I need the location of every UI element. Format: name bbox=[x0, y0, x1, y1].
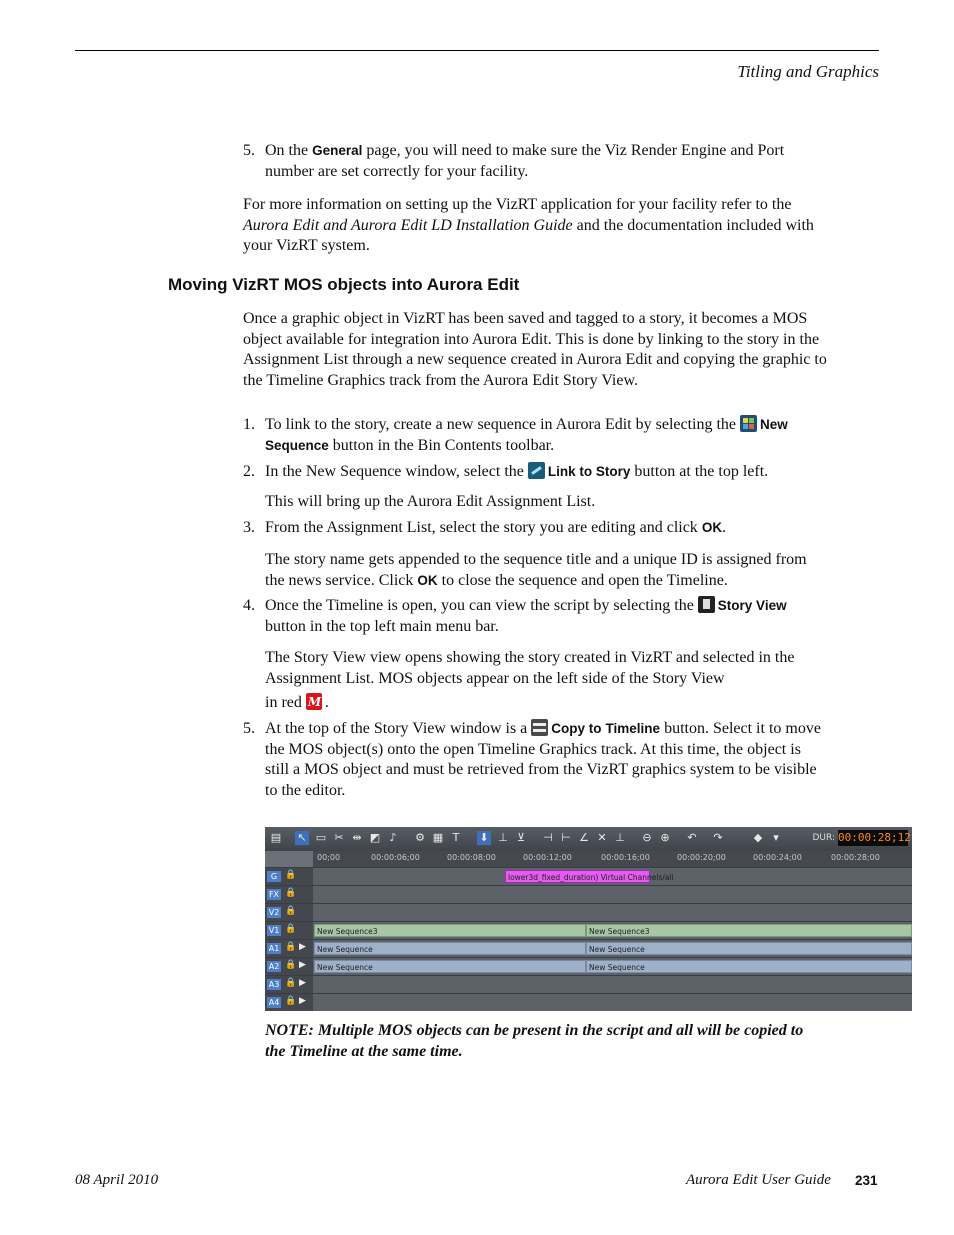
track-row-a4[interactable] bbox=[265, 993, 912, 1011]
footer-guide-title: Aurora Edit User Guide bbox=[686, 1172, 831, 1188]
step-2: 2. In the New Sequence window, select the Link to Story button at the top left. bbox=[243, 463, 769, 480]
lock-icon[interactable]: 🔒 bbox=[285, 996, 297, 1006]
zoom-out-icon[interactable]: ⊖ bbox=[642, 831, 652, 844]
copy-to-timeline-icon bbox=[531, 719, 548, 736]
track-row-g[interactable] bbox=[265, 867, 912, 885]
video-clip[interactable]: New Sequence3 bbox=[586, 924, 912, 937]
title-icon[interactable]: T bbox=[452, 831, 460, 844]
track-label: A4 bbox=[268, 998, 280, 1007]
track-label: FX bbox=[268, 890, 280, 899]
header-rule bbox=[75, 50, 879, 51]
ruler-tick: 00:00:28;00 bbox=[831, 853, 880, 862]
delete-icon[interactable]: ✕ bbox=[597, 831, 607, 844]
running-head: Titling and Graphics bbox=[737, 62, 879, 81]
story-view-icon bbox=[698, 596, 715, 613]
lock-icon[interactable]: 🔒 bbox=[285, 960, 297, 970]
new-sequence-icon bbox=[740, 415, 757, 432]
step-5: 5. At the top of the Story View window is a Copy to Timeline button. Select it to move the MOS object(s) onto the open Timeline Graphics track. At this time, the object is still a MOS object and must be retrieved from the VizRT graphics system to be visible to the editor. bbox=[243, 720, 821, 799]
ruler-tick: 00:00:16;00 bbox=[601, 853, 650, 862]
fx-icon[interactable]: ▦ bbox=[432, 831, 444, 844]
timecode-ruler[interactable] bbox=[313, 851, 912, 867]
intro-step-5: 5. On the General page, you will need to make sure the Viz Render Engine and Port number are set correctly for your facility. bbox=[243, 142, 785, 180]
track-label: A3 bbox=[268, 980, 280, 989]
track-row-fx[interactable] bbox=[265, 885, 912, 903]
audio-clip[interactable]: New Sequence bbox=[586, 960, 912, 973]
ruler-tick: 00:00:24;00 bbox=[753, 853, 802, 862]
audio-clip[interactable]: New Sequence bbox=[586, 942, 912, 955]
step-1: 1. To link to the story, create a new sequence in Aurora Edit by selecting the New Sequence button in the Bin Contents toolbar. bbox=[243, 416, 788, 454]
mos-object-icon bbox=[306, 693, 322, 710]
ripple-icon[interactable]: ∠ bbox=[579, 831, 589, 844]
track-label: A2 bbox=[268, 962, 280, 971]
section-heading: Moving VizRT MOS objects into Aurora Edit bbox=[168, 275, 520, 294]
track-row-a3[interactable] bbox=[265, 975, 912, 993]
duration-label: DUR: bbox=[812, 833, 835, 843]
split-icon[interactable]: ⊣ bbox=[543, 831, 553, 844]
ruler-tick: 00:00:20;00 bbox=[677, 853, 726, 862]
timeline-toolbar bbox=[265, 827, 912, 851]
lock-icon[interactable]: 🔒 bbox=[285, 888, 297, 898]
footer-date: 08 April 2010 bbox=[75, 1172, 159, 1188]
link-to-story-icon bbox=[528, 462, 545, 479]
track-label: V2 bbox=[268, 908, 280, 917]
keyboard-icon[interactable]: ▭ bbox=[315, 831, 327, 844]
note: NOTE: Multiple MOS objects can be present in the script and all will be copied to the Timeline at the same time. bbox=[265, 1022, 804, 1060]
timeline-screenshot bbox=[265, 827, 912, 1009]
render-icon[interactable]: ◆ bbox=[753, 831, 763, 844]
razor-icon[interactable]: ✂ bbox=[334, 831, 344, 844]
ruler-tick: 00;00 bbox=[317, 853, 341, 862]
play-icon[interactable]: ▶ bbox=[299, 996, 306, 1006]
ruler-tick: 00:00:06;00 bbox=[371, 853, 420, 862]
step-3: 3. From the Assignment List, select the story you are editing and click OK. bbox=[243, 519, 727, 536]
play-icon[interactable]: ▶ bbox=[299, 960, 306, 970]
track-label: V1 bbox=[268, 926, 280, 935]
effect-icon[interactable]: ⚙ bbox=[415, 831, 425, 844]
lift-icon[interactable]: ⊥ bbox=[498, 831, 508, 844]
trim-icon[interactable]: ⇹ bbox=[352, 831, 362, 844]
track-row-v2[interactable] bbox=[265, 903, 912, 921]
lock-icon[interactable]: 🔒 bbox=[285, 978, 297, 988]
play-icon[interactable]: ▶ bbox=[299, 978, 306, 988]
ruler-tick: 00:00:12;00 bbox=[523, 853, 572, 862]
mark-icon[interactable]: ◩ bbox=[369, 831, 381, 844]
section-body: Once a graphic object in VizRT has been saved and tagged to a story, it becomes a MOS object available for integration into Aurora Edit. This is done by linking to the story in the Assignment List through a new sequence created in Aurora Edit and copying the graphic to the Timeline Graphics track from the Aurora Edit Story View. bbox=[243, 310, 827, 389]
step-4-note: The Story View view opens showing the story created in VizRT and selected in the Assignment List. MOS objects appear on the left side of the Story View in red M . bbox=[265, 648, 810, 714]
step-3-note: The story name gets appended to the sequence title and a unique ID is assigned from the news service. Click OK to close the sequence and open the Timeline. bbox=[265, 551, 807, 589]
ruler-tick: 00:00:08;00 bbox=[447, 853, 496, 862]
track-label: A1 bbox=[268, 944, 280, 953]
more-info-paragraph: For more information on setting up the VizRT application for your facility refer to the Aurora Edit and Aurora Edit LD Installation Guide and the documentation included with your VizRT system. bbox=[243, 196, 814, 254]
audio-icon[interactable]: ♪ bbox=[389, 831, 397, 844]
duration-readout: 00:00:28;12 bbox=[838, 831, 911, 844]
mos-graphic-clip[interactable]: lower3d_fixed_duration) Virtual Channels/all bbox=[505, 870, 650, 883]
lock-icon[interactable]: 🔒 bbox=[285, 906, 297, 916]
story-view-icon[interactable]: ▤ bbox=[270, 831, 282, 844]
video-clip[interactable]: New Sequence3 bbox=[314, 924, 586, 937]
step-4: 4. Once the Timeline is open, you can view the script by selecting the Story View button in the top left main menu bar. bbox=[243, 597, 787, 635]
lock-icon[interactable]: 🔒 bbox=[285, 870, 297, 880]
settings-icon[interactable]: ▾ bbox=[773, 831, 779, 844]
lock-icon[interactable]: 🔒 bbox=[285, 924, 297, 934]
extract-icon[interactable]: ⊻ bbox=[516, 831, 526, 844]
installation-guide-title: Aurora Edit and Aurora Edit LD Installation Guide bbox=[243, 216, 573, 234]
undo-icon[interactable]: ↶ bbox=[687, 831, 697, 844]
audio-clip[interactable]: New Sequence bbox=[314, 960, 586, 973]
lock-icon[interactable]: 🔒 bbox=[285, 942, 297, 952]
step-2-note: This will bring up the Aurora Edit Assignment List. bbox=[265, 493, 596, 510]
track-row-a2[interactable] bbox=[265, 957, 912, 975]
page-number: 231 bbox=[855, 1173, 878, 1188]
snap-icon[interactable]: ⬇ bbox=[477, 831, 491, 845]
redo-icon[interactable]: ↷ bbox=[713, 831, 723, 844]
marker-icon[interactable]: ⊥ bbox=[615, 831, 625, 844]
select-pointer-icon[interactable]: ↖ bbox=[295, 831, 309, 845]
general-page-label: General bbox=[312, 143, 363, 158]
join-icon[interactable]: ⊢ bbox=[561, 831, 571, 844]
audio-clip[interactable]: New Sequence bbox=[314, 942, 586, 955]
track-label: G bbox=[267, 871, 281, 882]
track-row-a1[interactable] bbox=[265, 939, 912, 957]
zoom-in-icon[interactable]: ⊕ bbox=[660, 831, 670, 844]
play-icon[interactable]: ▶ bbox=[299, 942, 306, 952]
track-row-v1[interactable] bbox=[265, 921, 912, 939]
